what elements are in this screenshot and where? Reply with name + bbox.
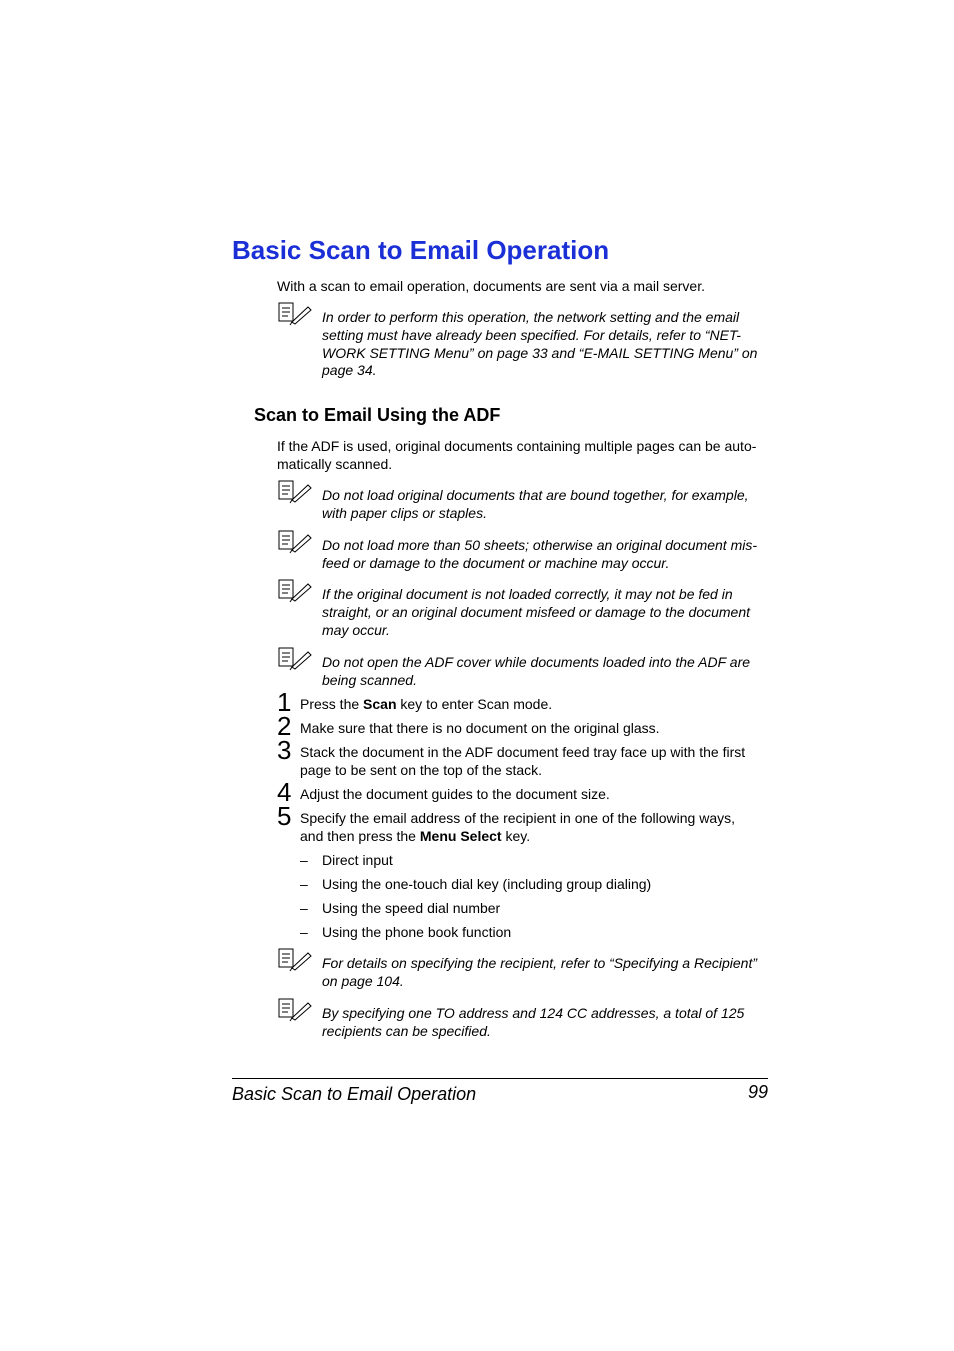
step-number: 1 (277, 687, 292, 717)
section-intro-line: matically scanned. (277, 456, 393, 472)
page-title: Basic Scan to Email Operation (232, 235, 610, 265)
note-pencil-icon (278, 948, 312, 972)
step-number: 3 (277, 735, 292, 765)
note-line: For details on specifying the recipient, refer to “Specifying a Recipient” (322, 955, 757, 971)
step-text-line: Stack the document in the ADF document feed tray face up with the first (300, 744, 746, 760)
list-item: Using the one-touch dial key (including group dialing) (322, 876, 652, 892)
section-intro-line: If the ADF is used, original documents containing multiple pages can be auto- (277, 438, 757, 454)
note-pencil-icon (278, 530, 312, 554)
note-adf-cover (322, 654, 772, 690)
step-text-part: and then press the (300, 828, 420, 844)
note-line: may occur. (322, 621, 390, 638)
note-line: By specifying one TO address and 124 CC addresses, a total of 125 (322, 1005, 745, 1021)
note-pencil-icon (278, 302, 312, 326)
note-line: Do not load original documents that are bound together, for example, (322, 487, 749, 503)
step-text-part: key to enter Scan mode. (396, 696, 553, 712)
list-item: Direct input (322, 852, 393, 868)
note-line: page 34. (322, 362, 377, 379)
step-number: 5 (277, 801, 292, 831)
note-line: setting must have already been specified. For details, refer to “NET- (322, 326, 741, 343)
note-line: on page 104. (322, 972, 404, 989)
note-line: If the original document is not loaded correctly, it may not be fed in (322, 586, 733, 602)
list-dash: – (300, 852, 308, 868)
note-pencil-icon (278, 579, 312, 603)
footer-title: Basic Scan to Email Operation (232, 1084, 477, 1104)
note-line: In order to perform this operation, the network setting and the email (322, 309, 740, 325)
note-line: recipients can be specified. (322, 1022, 491, 1039)
note-line: being scanned. (322, 671, 417, 688)
footer-rule (232, 1078, 768, 1079)
note-line: Do not open the ADF cover while documents loaded into the ADF are (322, 654, 751, 670)
note-network-setting (322, 309, 772, 380)
note-bound-documents (322, 487, 772, 523)
step-text-line (300, 827, 770, 845)
note-line: with paper clips or staples. (322, 504, 487, 521)
step-text-part: Press the (300, 696, 364, 712)
key-name: Menu Select (419, 828, 502, 844)
step-text (300, 809, 770, 845)
note-pencil-icon (278, 480, 312, 504)
section-intro (277, 437, 777, 473)
step-number: 2 (277, 711, 292, 741)
note-line: straight, or an original document misfeed or damage to the document (322, 603, 751, 620)
step-text (300, 695, 770, 713)
key-name: Scan (363, 696, 397, 712)
step-text-line: Specify the email address of the recipient in one of the following ways, (300, 810, 736, 826)
step-text: Make sure that there is no document on the original glass. (300, 720, 660, 736)
note-line: WORK SETTING Menu” on page 33 and “E-MAIL SETTING Menu” on (322, 344, 758, 361)
step-text-line: page to be sent on the top of the stack. (300, 762, 543, 778)
note-sheet-limit (322, 537, 772, 573)
list-dash: – (300, 876, 308, 892)
note-loaded-correctly (322, 586, 772, 639)
section-title: Scan to Email Using the ADF (254, 405, 501, 425)
step-text: Adjust the document guides to the document size. (300, 786, 610, 802)
intro-text: With a scan to email operation, documents are sent via a mail server. (277, 278, 705, 294)
note-pencil-icon (278, 998, 312, 1022)
note-line: Do not load more than 50 sheets; otherwise an original document mis- (322, 537, 758, 553)
note-line: feed or damage to the document or machine may occur. (322, 554, 670, 571)
page-number: 99 (747, 1082, 768, 1102)
step-number: 4 (277, 777, 292, 807)
note-pencil-icon (278, 647, 312, 671)
list-item: Using the phone book function (322, 924, 512, 940)
step-text (300, 743, 770, 779)
note-address-count (322, 1005, 772, 1041)
note-specifying-recipient (322, 955, 772, 991)
list-dash: – (300, 924, 308, 940)
step-text-part: key. (501, 828, 531, 844)
list-item: Using the speed dial number (322, 900, 501, 916)
list-dash: – (300, 900, 308, 916)
